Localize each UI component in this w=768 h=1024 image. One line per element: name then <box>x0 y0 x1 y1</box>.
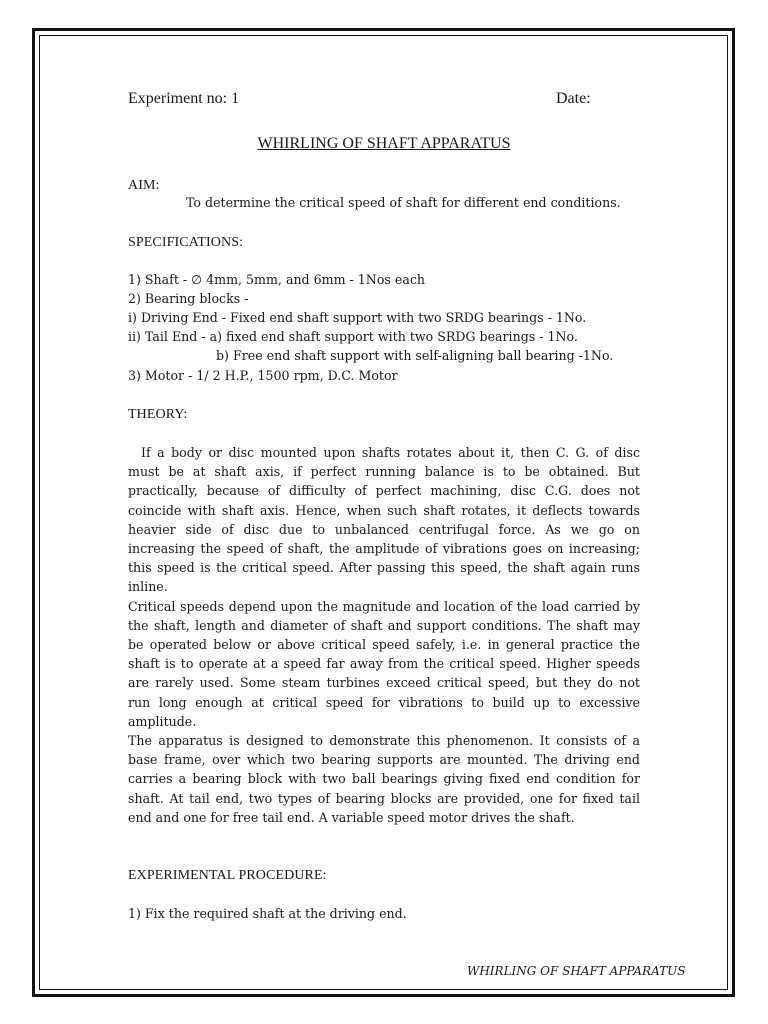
paragraph-line: The apparatus is designed to demonstrate this phenomenon. It consists of a <box>128 733 640 749</box>
paragraph-line: coincide with shaft axis. Hence, when such shaft rotates, it deflects towards <box>128 502 640 518</box>
aim-text: To determine the critical speed of shaft for different end conditions. <box>186 195 621 210</box>
paragraph-line: heavier side of disc due to unbalanced centrifugal force. As we go on <box>128 521 640 537</box>
paragraph-line: base frame, over which two bearing supports are mounted. The driving end <box>128 752 640 768</box>
specifications-heading: SPECIFICATIONS: <box>128 235 244 250</box>
spec-line: 2) Bearing blocks - <box>128 291 249 306</box>
experiment-number: Experiment no: 1 <box>128 90 240 107</box>
paragraph-line: amplitude. <box>128 713 197 729</box>
spec-line: b) Free end shaft support with self-aligning ball bearing -1No. <box>216 348 614 363</box>
aim-heading: AIM: <box>128 178 160 193</box>
paragraph-line: inline. <box>128 579 168 595</box>
paragraph-line: run long enough at critical speed for vibrations to build up to excessive <box>128 694 640 710</box>
paragraph-line: Critical speeds depend upon the magnitude and location of the load carried by <box>128 598 640 614</box>
paragraph-line: the shaft, length and diameter of shaft and support conditions. The shaft may <box>128 617 640 633</box>
paragraph-line: must be at shaft axis, if perfect running balance is to be obtained. But <box>128 464 640 480</box>
paragraph-line: If a body or disc mounted upon shafts rotates about it, then C. G. of disc <box>128 445 640 460</box>
spec-line: 3) Motor - 1/ 2 H.P., 1500 rpm, D.C. Motor <box>128 368 398 383</box>
document-title: WHIRLING OF SHAFT APPARATUS <box>257 135 511 152</box>
paragraph-line: practically, because of difficulty of perfect machining, disc C.G. does not <box>128 483 640 499</box>
page-footer: WHIRLING OF SHAFT APPARATUS <box>467 964 686 978</box>
paragraph-line: increasing the speed of shaft, the amplitude of vibrations goes on increasing; <box>128 541 640 557</box>
paragraph-line: be operated below or above critical speed safely, i.e. in general practice the <box>128 637 640 653</box>
paragraph-line: this speed is the critical speed. After passing this speed, the shaft again runs <box>128 560 640 576</box>
spec-line: i) Driving End - Fixed end shaft support with two SRDG bearings - 1No. <box>128 310 587 325</box>
procedure-step: 1) Fix the required shaft at the driving end. <box>128 906 407 921</box>
paragraph-line: shaft. At tail end, two types of bearing blocks are provided, one for fixed tail <box>128 790 640 806</box>
procedure-heading: EXPERIMENTAL PROCEDURE: <box>128 868 327 883</box>
theory-heading: THEORY: <box>128 407 188 422</box>
date-label: Date: <box>556 90 591 107</box>
spec-line: 1) Shaft - ∅ 4mm, 5mm, and 6mm - 1Nos each <box>128 272 425 287</box>
paragraph-line: are rarely used. Some steam turbines exceed critical speed, but they do not <box>128 675 640 691</box>
paragraph-line: carries a bearing block with two ball bearings giving fixed end condition for <box>128 771 640 787</box>
theory-paragraph-1 <box>128 443 640 827</box>
spec-line: ii) Tail End - a) fixed end shaft support with two SRDG bearings - 1No. <box>128 329 578 344</box>
paragraph-line: shaft is to operate at a speed far away from the critical speed. Higher speeds <box>128 656 640 672</box>
paragraph-line: end and one for free tail end. A variable speed motor drives the shaft. <box>128 809 575 825</box>
